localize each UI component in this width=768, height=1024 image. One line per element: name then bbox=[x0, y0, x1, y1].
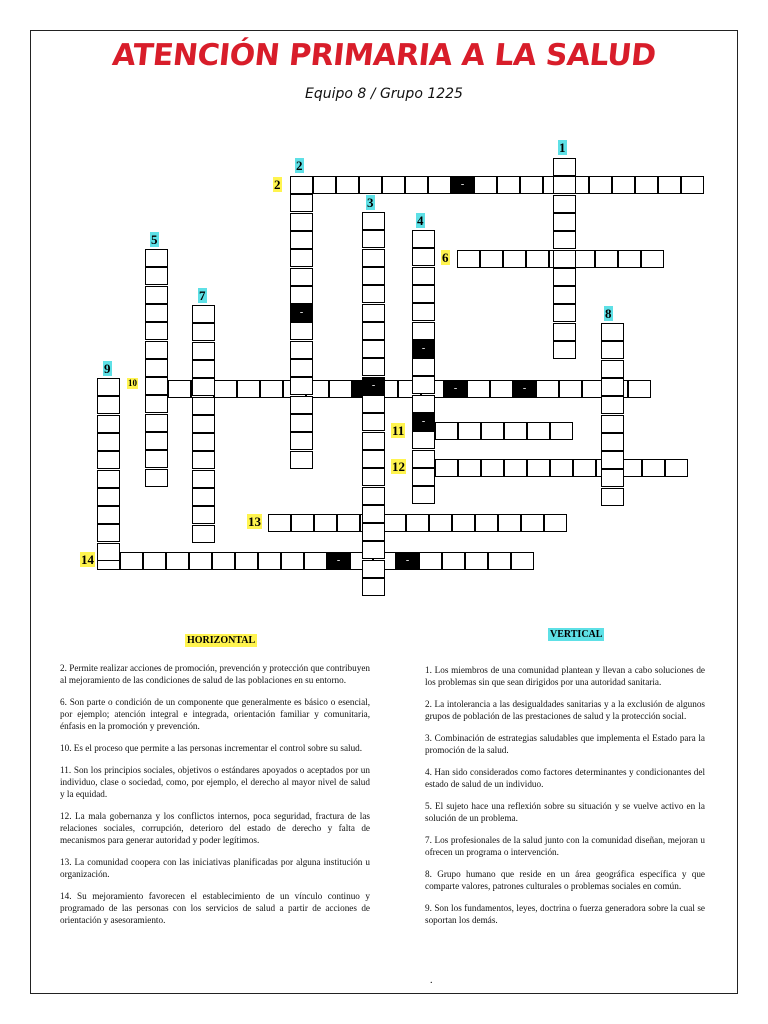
clue-number-7-vertical: 7 bbox=[199, 288, 206, 303]
crossword-cell-11-across[interactable] bbox=[481, 422, 504, 440]
crossword-cell-2-down[interactable] bbox=[290, 432, 313, 450]
crossword-black-cell: - bbox=[513, 380, 536, 398]
crossword-cell-7-down[interactable] bbox=[192, 323, 215, 341]
crossword-cell-2-across[interactable] bbox=[635, 176, 658, 194]
vertical-header: VERTICAL bbox=[550, 629, 603, 640]
crossword-cell-4-down[interactable] bbox=[412, 486, 435, 504]
crossword-cell-7-down[interactable] bbox=[192, 415, 215, 433]
crossword-cell-8-down[interactable] bbox=[601, 396, 624, 414]
crossword-cell-4-down[interactable] bbox=[412, 450, 435, 468]
crossword-cell-12-across[interactable] bbox=[550, 459, 573, 477]
crossword-cell-6-across[interactable] bbox=[526, 250, 549, 268]
crossword-cell-3-down[interactable] bbox=[362, 322, 385, 340]
crossword-cell-13-across[interactable] bbox=[383, 514, 406, 532]
vertical-clue: 5. El sujeto hace una reflexión sobre su situación y se vuelve activo en la solución de un problema. bbox=[425, 801, 705, 823]
crossword-cell-12-across[interactable] bbox=[458, 459, 481, 477]
crossword-cell-3-down[interactable] bbox=[362, 413, 385, 431]
horizontal-clue: 14. Su mejoramiento favorecen el establecimiento de un vínculo continuo y programado de las personas con los servicios de salud a partir de acciones de orientación y asesoramiento. bbox=[60, 891, 370, 925]
crossword-cell-1-down[interactable] bbox=[553, 286, 576, 304]
crossword-cell-6-across[interactable] bbox=[503, 250, 526, 268]
crossword-cell-2-down[interactable] bbox=[290, 341, 313, 359]
crossword-cell-10-across[interactable] bbox=[628, 380, 651, 398]
horizontal-clue: 13. La comunidad coopera con las iniciativas planificadas por alguna institución u organización. bbox=[60, 857, 370, 879]
crossword-cell-2-across[interactable] bbox=[405, 176, 428, 194]
crossword-cell-2-across[interactable] bbox=[520, 176, 543, 194]
crossword-cell-2-across[interactable] bbox=[359, 176, 382, 194]
crossword-cell-13-across[interactable] bbox=[521, 514, 544, 532]
crossword-cell-13-across[interactable] bbox=[406, 514, 429, 532]
crossword-cell-13-across[interactable] bbox=[475, 514, 498, 532]
crossword-cell-14-across[interactable] bbox=[166, 552, 189, 570]
crossword-cell-2-down[interactable] bbox=[290, 377, 313, 395]
crossword-cell-2-across[interactable] bbox=[474, 176, 497, 194]
crossword-cell-5-down[interactable] bbox=[145, 450, 168, 468]
crossword-black-cell: - bbox=[290, 304, 313, 322]
crossword-cell-10-across[interactable] bbox=[237, 380, 260, 398]
crossword-cell-13-across[interactable] bbox=[429, 514, 452, 532]
footer-dot: . bbox=[430, 975, 433, 986]
vertical-clue: 3. Combinación de estrategias saludables que implementa el Estado para la promoción de la salud. bbox=[425, 733, 705, 755]
crossword-cell-9-down[interactable] bbox=[97, 543, 120, 561]
horizontal-header: HORIZONTAL bbox=[187, 635, 256, 646]
crossword-cell-1-down[interactable] bbox=[553, 231, 576, 249]
crossword-cell-2-across[interactable] bbox=[290, 176, 313, 194]
crossword-cell-1-down[interactable] bbox=[553, 341, 576, 359]
crossword-cell-5-down[interactable] bbox=[145, 249, 168, 267]
crossword-cell-3-down[interactable] bbox=[362, 285, 385, 303]
crossword-cell-7-down[interactable] bbox=[192, 433, 215, 451]
crossword-cell-2-across[interactable] bbox=[428, 176, 451, 194]
crossword-cell-2-across[interactable] bbox=[497, 176, 520, 194]
vertical-clue-list bbox=[425, 664, 705, 936]
vertical-clue: 2. La intolerancia a las desigualdades sanitarias y a la exclusión de algunos grupos de población de las prestaciones de salud y la protección social. bbox=[425, 699, 705, 721]
crossword-cell-8-down[interactable] bbox=[601, 469, 624, 487]
crossword-cell-1-down[interactable] bbox=[553, 213, 576, 231]
crossword-cell-8-down[interactable] bbox=[601, 341, 624, 359]
crossword-cell-7-down[interactable] bbox=[192, 378, 215, 396]
crossword-cell-6-across[interactable] bbox=[641, 250, 664, 268]
crossword-cell-4-down[interactable] bbox=[412, 230, 435, 248]
clue-number-11-horizontal: 11 bbox=[392, 423, 405, 438]
clue-number-1-vertical: 1 bbox=[559, 140, 566, 155]
crossword-cell-13-across[interactable] bbox=[498, 514, 521, 532]
crossword-cell-2-across[interactable] bbox=[658, 176, 681, 194]
crossword-cell-13-across[interactable] bbox=[452, 514, 475, 532]
clue-number-13-horizontal: 13 bbox=[248, 514, 261, 529]
crossword-black-cell: - bbox=[327, 552, 350, 570]
crossword-cell-3-down[interactable] bbox=[362, 267, 385, 285]
crossword-cell-7-down[interactable] bbox=[192, 470, 215, 488]
crossword-cell-7-down[interactable] bbox=[192, 397, 215, 415]
crossword-cell-12-across[interactable] bbox=[527, 459, 550, 477]
crossword-cell-1-down[interactable] bbox=[553, 195, 576, 213]
crossword-cell-4-down[interactable] bbox=[412, 267, 435, 285]
crossword-cell-10-across[interactable] bbox=[214, 380, 237, 398]
crossword-cell-12-across[interactable] bbox=[573, 459, 596, 477]
crossword-cell-14-across[interactable] bbox=[281, 552, 304, 570]
page-title: ATENCIÓN PRIMARIA A LA SALUD bbox=[110, 38, 658, 73]
crossword-cell-5-down[interactable] bbox=[145, 286, 168, 304]
crossword-cell-5-down[interactable] bbox=[145, 377, 168, 395]
crossword-cell-3-down[interactable] bbox=[362, 505, 385, 523]
crossword-cell-5-down[interactable] bbox=[145, 414, 168, 432]
clue-number-6-horizontal: 6 bbox=[442, 250, 449, 265]
crossword-cell-5-down[interactable] bbox=[145, 304, 168, 322]
crossword-cell-6-across[interactable] bbox=[457, 250, 480, 268]
crossword-cell-3-down[interactable] bbox=[362, 230, 385, 248]
crossword-black-cell: - bbox=[362, 377, 385, 395]
crossword-cell-10-across[interactable] bbox=[490, 380, 513, 398]
crossword-cell-5-down[interactable] bbox=[145, 395, 168, 413]
clue-number-8-vertical: 8 bbox=[605, 306, 612, 321]
crossword-cell-11-across[interactable] bbox=[504, 422, 527, 440]
crossword-cell-2-down[interactable] bbox=[290, 451, 313, 469]
crossword-cell-2-across[interactable] bbox=[336, 176, 359, 194]
crossword-cell-5-down[interactable] bbox=[145, 432, 168, 450]
crossword-cell-10-across[interactable] bbox=[536, 380, 559, 398]
crossword-cell-10-across[interactable] bbox=[168, 380, 191, 398]
crossword-cell-14-across[interactable] bbox=[189, 552, 212, 570]
crossword-cell-14-across[interactable] bbox=[143, 552, 166, 570]
horizontal-clue: 6. Son parte o condición de un componente que generalmente es básico o esencial, por ejemplo; atención integral e integrada, orientación familiar y comunitaria, énfasis en la promoción y prevención. bbox=[60, 697, 370, 731]
crossword-cell-3-down[interactable] bbox=[362, 541, 385, 559]
crossword-cell-4-down[interactable] bbox=[412, 358, 435, 376]
crossword-cell-14-across[interactable] bbox=[258, 552, 281, 570]
crossword-cell-10-across[interactable] bbox=[329, 380, 352, 398]
crossword-cell-2-down[interactable] bbox=[290, 213, 313, 231]
crossword-cell-1-down[interactable] bbox=[553, 176, 576, 194]
crossword-cell-4-down[interactable] bbox=[412, 468, 435, 486]
crossword-cell-6-across[interactable] bbox=[480, 250, 503, 268]
crossword-cell-11-across[interactable] bbox=[550, 422, 573, 440]
clue-number-14-horizontal: 14 bbox=[81, 552, 94, 567]
crossword-cell-3-down[interactable] bbox=[362, 523, 385, 541]
crossword-cell-4-down[interactable] bbox=[412, 376, 435, 394]
crossword-cell-6-across[interactable] bbox=[595, 250, 618, 268]
crossword-cell-2-down[interactable] bbox=[290, 231, 313, 249]
crossword-cell-2-down[interactable] bbox=[290, 194, 313, 212]
crossword-cell-14-across[interactable] bbox=[212, 552, 235, 570]
crossword-black-cell: - bbox=[412, 413, 435, 431]
crossword-cell-13-across[interactable] bbox=[314, 514, 337, 532]
vertical-clue: 4. Han sido considerados como factores determinantes y condicionantes del estado de salud de un individuo. bbox=[425, 767, 705, 789]
horizontal-clue: 12. La mala gobernanza y los conflictos internos, poca seguridad, fractura de las relaciones sociales, corrupción, deterioro del estado de derecho y falta de mecanismos para generar autoridad y poder legítimos. bbox=[60, 811, 370, 845]
crossword-cell-1-down[interactable] bbox=[553, 250, 576, 268]
crossword-cell-10-across[interactable] bbox=[467, 380, 490, 398]
crossword-cell-4-down[interactable] bbox=[412, 322, 435, 340]
horizontal-clue: 10. Es el proceso que permite a las personas incrementar el control sobre su salud. bbox=[60, 743, 363, 753]
crossword-cell-3-down[interactable] bbox=[362, 578, 385, 596]
crossword-cell-8-down[interactable] bbox=[601, 378, 624, 396]
horizontal-clue-list bbox=[60, 662, 370, 936]
crossword-cell-2-down[interactable] bbox=[290, 268, 313, 286]
crossword-cell-8-down[interactable] bbox=[601, 451, 624, 469]
crossword-cell-14-across[interactable] bbox=[419, 552, 442, 570]
crossword-cell-7-down[interactable] bbox=[192, 451, 215, 469]
horizontal-clue: 2. Permite realizar acciones de promoción, prevención y protección que contribuyen al mejoramiento de las condiciones de salud de las poblaciones en su entorno. bbox=[60, 663, 370, 685]
crossword-cell-4-down[interactable] bbox=[412, 395, 435, 413]
crossword-black-cell: - bbox=[444, 380, 467, 398]
crossword-cell-5-down[interactable] bbox=[145, 469, 168, 487]
crossword-cell-7-down[interactable] bbox=[192, 506, 215, 524]
clue-number-10-horizontal: 10 bbox=[128, 378, 137, 388]
crossword-cell-4-down[interactable] bbox=[412, 431, 435, 449]
crossword-cell-3-down[interactable] bbox=[362, 395, 385, 413]
clue-number-12-horizontal: 12 bbox=[392, 459, 405, 474]
horizontal-clue: 11. Son los principios sociales, objetivos o estándares apoyados o aceptados por un individuo, clase o sociedad, como, por ejemplo, el derecho al mayor nivel de salud y la equidad. bbox=[60, 765, 370, 799]
crossword-cell-9-down[interactable] bbox=[97, 396, 120, 414]
crossword-cell-7-down[interactable] bbox=[192, 488, 215, 506]
clue-number-2-horizontal: 2 bbox=[274, 177, 281, 192]
vertical-clue: 8. Grupo humano que reside en un área geográfica específica y que comparte valores, patrones culturales o problemas sociales en común. bbox=[425, 869, 705, 891]
clue-number-4-vertical: 4 bbox=[417, 213, 424, 228]
crossword-cell-9-down[interactable] bbox=[97, 524, 120, 542]
crossword-cell-5-down[interactable] bbox=[145, 322, 168, 340]
crossword-cell-8-down[interactable] bbox=[601, 415, 624, 433]
crossword-cell-9-down[interactable] bbox=[97, 378, 120, 396]
crossword-cell-2-down[interactable] bbox=[290, 396, 313, 414]
crossword-cell-4-down[interactable] bbox=[412, 303, 435, 321]
crossword-black-cell: - bbox=[451, 176, 474, 194]
crossword-cell-4-down[interactable] bbox=[412, 248, 435, 266]
crossword-cell-12-across[interactable] bbox=[435, 459, 458, 477]
crossword-cell-11-across[interactable] bbox=[458, 422, 481, 440]
crossword-cell-13-across[interactable] bbox=[544, 514, 567, 532]
crossword-cell-9-down[interactable] bbox=[97, 488, 120, 506]
crossword-cell-14-across[interactable] bbox=[465, 552, 488, 570]
crossword-black-cell: - bbox=[412, 340, 435, 358]
crossword-cell-2-down[interactable] bbox=[290, 359, 313, 377]
page-subtitle: Equipo 8 / Grupo 1225 bbox=[305, 86, 463, 102]
crossword-cell-2-down[interactable] bbox=[290, 414, 313, 432]
crossword-cell-3-down[interactable] bbox=[362, 560, 385, 578]
vertical-clue: 1. Los miembros de una comunidad plantean y llevan a cabo soluciones de los problemas sin que sean dirigidos por una autoridad sanitaria. bbox=[425, 665, 705, 687]
clue-number-2-vertical: 2 bbox=[296, 158, 303, 173]
crossword-cell-3-down[interactable] bbox=[362, 249, 385, 267]
crossword-cell-9-down[interactable] bbox=[97, 433, 120, 451]
crossword-cell-3-down[interactable] bbox=[362, 487, 385, 505]
crossword-cell-5-down[interactable] bbox=[145, 267, 168, 285]
vertical-clue: 7. Los profesionales de la salud junto con la comunidad diseñan, mejoran u ofrecen un programa o intervención. bbox=[425, 835, 705, 857]
crossword-cell-3-down[interactable] bbox=[362, 340, 385, 358]
crossword-cell-11-across[interactable] bbox=[435, 422, 458, 440]
vertical-clue: 9. Son los fundamentos, leyes, doctrina o fuerza generadora sobre la cual se soportan los demás. bbox=[425, 903, 705, 925]
clue-number-5-vertical: 5 bbox=[151, 232, 158, 247]
crossword-cell-3-down[interactable] bbox=[362, 468, 385, 486]
crossword-cell-5-down[interactable] bbox=[145, 341, 168, 359]
crossword-cell-2-across[interactable] bbox=[589, 176, 612, 194]
crossword-cell-7-down[interactable] bbox=[192, 360, 215, 378]
crossword-cell-2-across[interactable] bbox=[681, 176, 704, 194]
crossword-cell-12-across[interactable] bbox=[665, 459, 688, 477]
crossword-black-cell: - bbox=[396, 552, 419, 570]
crossword-cell-9-down[interactable] bbox=[97, 451, 120, 469]
crossword-cell-11-across[interactable] bbox=[527, 422, 550, 440]
crossword-cell-2-across[interactable] bbox=[382, 176, 405, 194]
crossword-cell-9-down[interactable] bbox=[97, 415, 120, 433]
crossword-cell-8-down[interactable] bbox=[601, 323, 624, 341]
crossword-cell-13-across[interactable] bbox=[337, 514, 360, 532]
crossword-cell-13-across[interactable] bbox=[268, 514, 291, 532]
crossword-cell-14-across[interactable] bbox=[235, 552, 258, 570]
crossword-cell-2-down[interactable] bbox=[290, 249, 313, 267]
crossword-cell-12-across[interactable] bbox=[481, 459, 504, 477]
crossword-cell-2-down[interactable] bbox=[290, 322, 313, 340]
crossword-cell-8-down[interactable] bbox=[601, 360, 624, 378]
crossword-cell-5-down[interactable] bbox=[145, 359, 168, 377]
crossword-cell-10-across[interactable] bbox=[559, 380, 582, 398]
crossword-cell-3-down[interactable] bbox=[362, 212, 385, 230]
crossword-cell-7-down[interactable] bbox=[192, 525, 215, 543]
crossword-cell-1-down[interactable] bbox=[553, 323, 576, 341]
crossword-cell-6-across[interactable] bbox=[618, 250, 641, 268]
crossword-cell-10-across[interactable] bbox=[260, 380, 283, 398]
crossword-cell-14-across[interactable] bbox=[442, 552, 465, 570]
crossword-cell-3-down[interactable] bbox=[362, 432, 385, 450]
crossword-cell-1-down[interactable] bbox=[553, 268, 576, 286]
crossword-cell-2-across[interactable] bbox=[612, 176, 635, 194]
clue-number-9-vertical: 9 bbox=[104, 361, 111, 376]
crossword-cell-9-down[interactable] bbox=[97, 506, 120, 524]
crossword-cell-9-down[interactable] bbox=[97, 470, 120, 488]
crossword-cell-4-down[interactable] bbox=[412, 285, 435, 303]
crossword-cell-14-across[interactable] bbox=[304, 552, 327, 570]
crossword-cell-2-down[interactable] bbox=[290, 286, 313, 304]
crossword-cell-13-across[interactable] bbox=[291, 514, 314, 532]
crossword-cell-12-across[interactable] bbox=[642, 459, 665, 477]
crossword-cell-2-across[interactable] bbox=[313, 176, 336, 194]
crossword-cell-3-down[interactable] bbox=[362, 304, 385, 322]
crossword-cell-1-down[interactable] bbox=[553, 304, 576, 322]
crossword-cell-3-down[interactable] bbox=[362, 358, 385, 376]
crossword-cell-8-down[interactable] bbox=[601, 433, 624, 451]
crossword-cell-14-across[interactable] bbox=[488, 552, 511, 570]
crossword-cell-7-down[interactable] bbox=[192, 305, 215, 323]
crossword-cell-14-across[interactable] bbox=[120, 552, 143, 570]
crossword-cell-12-across[interactable] bbox=[504, 459, 527, 477]
crossword-cell-14-across[interactable] bbox=[511, 552, 534, 570]
clue-number-3-vertical: 3 bbox=[367, 195, 374, 210]
crossword-cell-1-down[interactable] bbox=[553, 158, 576, 176]
crossword-cell-7-down[interactable] bbox=[192, 342, 215, 360]
crossword-cell-3-down[interactable] bbox=[362, 450, 385, 468]
crossword-cell-8-down[interactable] bbox=[601, 488, 624, 506]
